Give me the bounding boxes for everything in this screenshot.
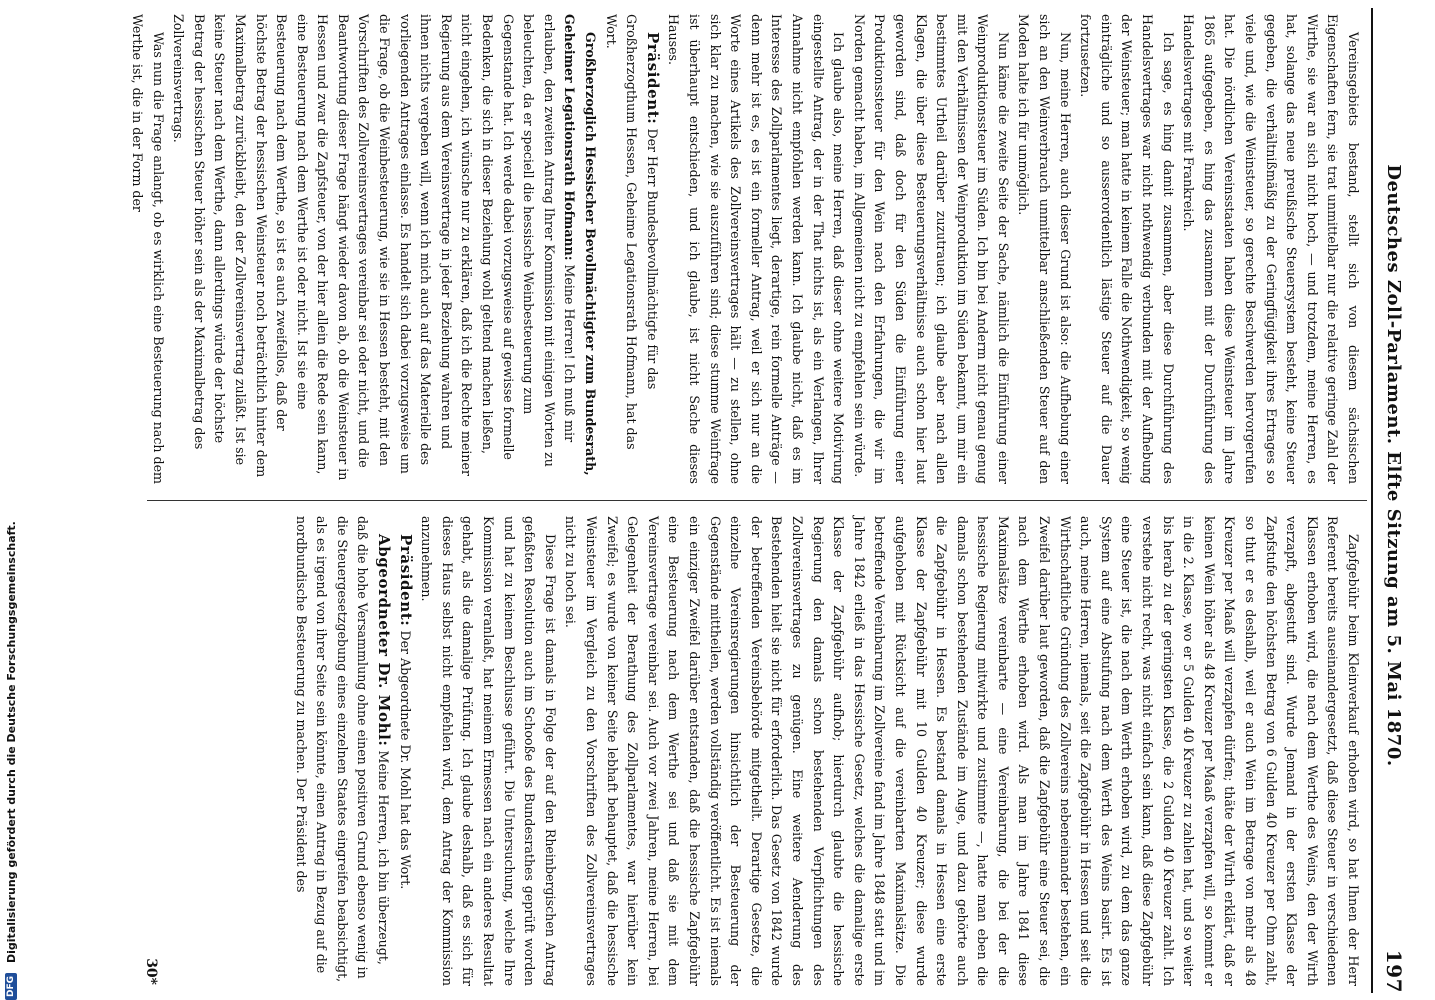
speaker-label: Großherzoglich Hessischer Bevollmächtigter zum Bundesrath, Geheimer Legationsrath Hofmann:: [562, 14, 599, 476]
paragraph: Zapfgebühr beim Kleinverkauf erhoben wird, so hat Ihnen der Herr Referent bereits auseinandergesetzt, daß diese Steuer in verschiedenen Klassen erhoben wird, die nach dem Werthe des Weins, den der Wirth verzapft, abgestuft sind. Wurde Jemand in der ersten Klasse der Zapfstufe den höchsten Betrag von 6 Gulden 40 Kreuzer per Ohm zahlt, so thut er es deshalb, weil er auch Wein im Betrage von mehr als 48 Kreuzer per Maaß will verzapfen dürfen; thäte der Wirth erklärt, daß er keinen Wein höher als 48 Kreuzer per Maaß verzapfen will, so kommt er in die 2. Klasse, wo er 5 Gulden 40 Kreuzer zu zahlen hat, und so weiter bis herab zu der geringsten Klasse, die 2 Gulden 40 Kreuzer zahlt. Ich verstehe nicht recht, was nicht einfach sein kann, daß diese Zapfgebühr eine Steuer ist, die nach dem Werth erhoben wird, zu dem das ganze System auf eine Abstufung nach dem Werth des Weins basirt. Es ist auch, meine Herren, niemals, seit die Zapfgebühr in Hessen und seit die Wirthschaftliche Gründung des Zollvereins nebeneinander bestehen, ein Zweifel darüber laut geworden, daß die Zapfgebühr eine Steuer sei, die nach dem Werthe erhoben wird. Als man im Jahre 1841 diese Maximalsätze vereinbarte — eine Vereinbarung, die bei der die hessische Regierung mitwirkte und zustimmte —, hatte man eben die damals schon bestehenden Zustände im Auge, und dazu gehörte auch die Zapfgebühr in Hessen. Es bestand damals in Hessen eine erste Klasse der Zapfgebühr mit 10 Gulden 40 Kreuzer; diese wurde aufgehoben mit Rücksicht auf die vereinbarten Maximalsätze. Die betreffende Vereinbarung im Zollvereine fand im Jahre 1848 statt und im Jahre 1842 erließ in das Hessische Gesetz, welches die damalige erste Klasse der Zapfgebühr aufhob; hierdurch glaubte die hessische Regierung den damals schon bestehenden Verpflichtungen des Zollvereinsvertrages zu genügen. Eine weitere Aenderung des Bestehenden hielt sie nicht für erforderlich. Das Gesetz von 1842 wurde der betreffenden Vereinsbehörde mitgetheilt. Derartige Gesetze, die einzelne Vereinsregierungen hinsichtlich der Besteuerung der Gegenstände mittheilen, werden vollständig veröffentlicht. Es ist niemals ein einziger Zweifel darüber entstanden, daß die hessische Zapfgebühr eine Besteuerung nach dem Werthe sei und daß sie mit dem Vereinsvertrage vereinbar sei. Auch vor zwei Jahren, meine Herren, bei Gelegenheit der Berathung des Zollparlamentes, war hierüber kein Zweifel; es wurde von keiner Seite lebhaft behauptet, daß die hessische Weinsteuer im Vergleich zu den Vorschriften des Zollvereinsvertrages nicht zu hoch sei.: [563, 516, 1361, 986]
paragraph: Vereinsgebiets bestand, stellt sich von diesem sächsischen Eigenschaften fern, sie trat unmittelbar nur die relative geringe Zahl der Wirthe, sie war an sich nicht hoch, — und trotzdem, meine Herren, es hat, solange das neue preußische Steuersystem besteht, keine Steuer gegeben, die verhältnißmäßig zu der Geringfügigkeit ihres Ertrages so viele und, wie die Weinsteuer, so gerechte Beschwerden hervorgerufen hat. Die nördlichen Vereinsstaaten haben diese Weinsteuer im Jahre 1865 aufgegeben, es hing das zusammen mit der Durchführung des Handelsvertrages mit Frankreich.: [1181, 14, 1361, 484]
paragraph: Nun, meine Herren, auch dieser Grund ist also: die Aufhebung einer sich an den Weinverbrauch unmittelbar anschließenden Steuer auf den Moden halte ich für unmöglich.: [1016, 14, 1073, 484]
remark-text: Der Abgeordnete Dr. Mohl hat das Wort.: [397, 630, 413, 890]
paragraph: Ich glaube also, meine Herren, daß dieser ohne weitere Motivirung eingestellte Antrag, der in der That nichts ist, als ein Verlangen, Ihrer Annahme nicht empfohlen werden kann. Ich glaube nicht, daß es im Interesse des Zollparlamentes liegt, derartige, rein formelle Anträge — denn mehr ist es, es ist ein formeller Antrag, weil er sich nur an die Worte eines Artikels des Zollvereinsvertrages hält — zu stellen, ohne sich klar zu machen, wie sie auszuführen sind; diese stumme Weinfrage ist überhaupt entschieden, und ich glaube, ist nicht Sache dieses Hauses.: [666, 14, 847, 484]
dfg-logo-icon: DFG: [5, 973, 17, 1000]
speech-text: Meine Herren! Ich muß mir erlauben, den zweiten Antrag Ihrer Kommission mit einigen Worten zu beleuchten, da er speciell die hessische Weinbesteuerung zum Gegenstande hat. Ich werde dabei vorzugsweise auf gewisse formelle Bedenken, die sich in dieser Beziehung wohl geltend machen ließen, nicht eingehen, ich wünsche nur zu erklären, daß ich die Rechte meiner Regierung aus dem Vereinsvertrage in jeder Beziehung wahren und ihnen nichts vergeben will, wenn ich mich auch auf das Materielle des vorliegenden Antrages einlasse. Es handelt sich dabei vorzugsweise um die Frage, ob die Weinbesteuerung, wie sie in Hessen besteht, mit den Vorschriften des Zollvereinsvertrages vereinbar sei oder nicht, und die Beantwortung dieser Frage hängt wieder davon ab, ob die Weinsteuer in Hessen und zwar die Zapfsteuer, von der hier allein die Rede sein kann, eine Besteuerung nach dem Werthe ist oder nicht. Ist sie eine Besteuerung nach dem Werthe, so ist es auch zweifellos, daß der höchste Betrag der hessischen Weinsteuer noch beträchtlich hinter dem Maximalbetrag zurückbleibt, den der Zollvereinsvertrag zuläßt. Ist sie keine Steuer nach dem Werthe, dann allerdings würde der höchste Betrag der hessischen Steuer höher sein als der Maximalbetrag des Zollvereinsvertrags.: [171, 14, 578, 481]
speaker-label: Abgeordneter Dr. Mohl:: [375, 534, 394, 747]
remark-text: Der Herr Bundesbevollmächtigte für das Großherzogthum Hessen, Geheime Legationsrath Hofmann, hat das Wort.: [603, 14, 660, 450]
speaker-label: Präsident:: [396, 534, 415, 627]
speech: [168, 14, 600, 484]
left-column: [129, 14, 1363, 484]
credit-text: Digitalisierung gefördert durch die Deutsche Forschungsgemeinschaft.: [4, 521, 18, 963]
page-header: [1373, 8, 1415, 993]
president-remark: [600, 14, 663, 484]
right-column: [133, 516, 1363, 986]
paragraph: Ich sage, es hing damit zusammen, aber diese Durchführung des Handelsvertrages war nicht nothwendig verbunden mit der Aufhebung der Weinsteuer; man hatte in keinem Falle die Nothwendigkeit, so wenig einträgliche und so ausserordentlich lästige Steuer auf die Dauer fortzusetzen.: [1078, 14, 1176, 484]
paragraph: Was nun die Frage anlangt, ob es wirklich eine Besteuerung nach dem Werthe ist, die in der Form der: [129, 14, 166, 484]
header-rule: [1371, 8, 1373, 993]
speech-text: Meine Herren, ich bin überzeugt, daß die hohe Versammlung ohne einen positiven Grund ebenso wenig in die Steuergesetzgebung eines einzelnen Staates eingreifen beabsichtigt, als es irgend von ihrer Seite sein könnte, einen Antrag in Bezug auf die nordbundische Besteuerung zu machen. Der Präsident des: [293, 516, 392, 983]
running-title: Deutsches Zoll-Parlament. Elfte Sitzung am 5. Mai 1870.: [1383, 164, 1405, 767]
signature-mark: 30*: [143, 958, 159, 985]
speech: [290, 516, 394, 986]
page-number: 197: [1382, 949, 1406, 993]
paragraph: Diese Frage ist damals in Folge der auf den Rheinbergischen Antrag gefaßten Resolution auch im Schooße des Bundesrathes geprüft worden und hat zu keinem Beschlusse geführt. Die Untersuchung, welche Ihre Kommission veranlaßt, hat meinem Ermessen nach ein anderes Resultat gehabt, als die damalige Prüfung. Ich glaube deshalb, daß es sich für dieses Haus selbst nicht empfehlen wird, dem Antrag der Kommission anzunehmen.: [419, 516, 558, 986]
president-remark: [394, 516, 416, 986]
paragraph: Nun käme die zweite Seite der Sache, nämlich die Einführung einer Weinproduktionssteuer im Süden. Ich bin bei Anderm nicht genau genug mit den Verhältnissen der Weinproduktion im Süden bekannt, um mir ein bestimmtes Urtheil darüber zuzutrauen; ich glaube aber nach allen Klagen, die über diese Besteuerungsverhältnisse auch schon hier laut geworden sind, daß doch für den Süden die Einführung einer Produktionssteuer für den Wein nach den Erfahrungen, die wir im Norden gemacht haben, im Allgemeinen nicht zu empfehlen sein würde.: [851, 14, 1011, 484]
rotated-scan-page: [25, 8, 1415, 993]
speaker-label: Präsident:: [643, 32, 662, 125]
digitization-credit: [2, 200, 20, 1000]
column-divider: [147, 500, 1367, 501]
